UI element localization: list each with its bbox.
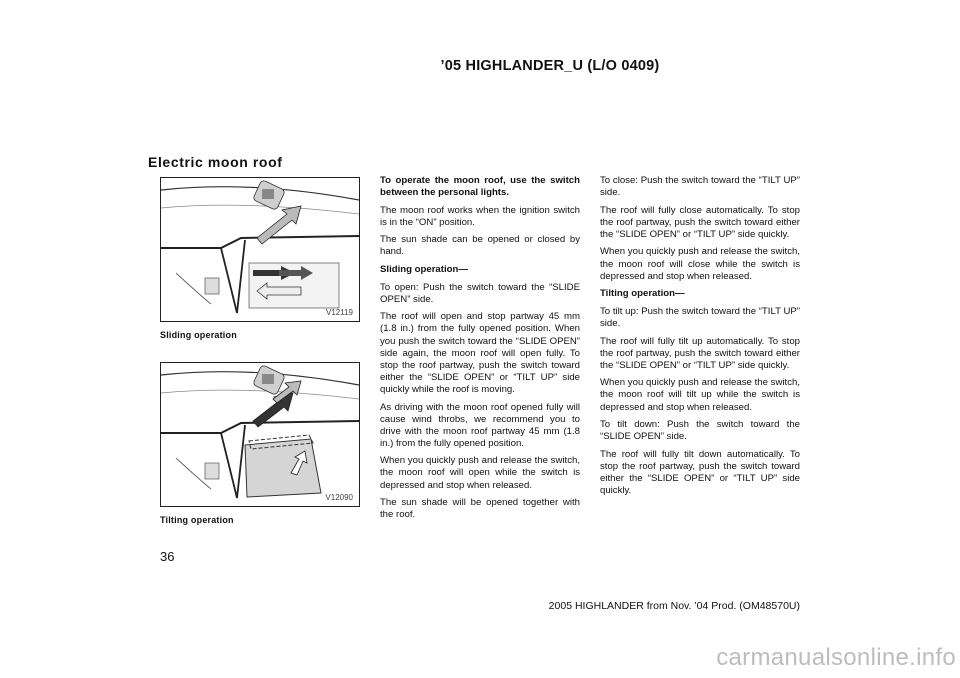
- sliding-caption: Sliding operation: [160, 330, 237, 340]
- paragraph: When you quickly push and release the switch, the moon roof will open while the switch is depressed and stop when released.: [380, 455, 580, 491]
- paragraph: To open: Push the switch toward the “SLIDE OPEN” side.: [380, 281, 580, 305]
- paragraph: The roof will fully close automatically. To stop the roof partway, push the switch toward either the “SLIDE OPEN” or “TILT UP” side quickly.: [600, 204, 800, 240]
- tilting-illustration: [161, 363, 359, 506]
- paragraph: To tilt up: Push the switch toward the “TILT UP” side.: [600, 305, 800, 329]
- paragraph: To close: Push the switch toward the “TILT UP” side.: [600, 175, 800, 199]
- intro-paragraph: To operate the moon roof, use the switch between the personal lights.: [380, 175, 580, 199]
- page-number: 36: [160, 549, 175, 564]
- paragraph: The roof will fully tilt up automatically. To stop the roof partway, push the switch toward either the “SLIDE OPEN” or “TILT UP” side quickly.: [600, 335, 800, 371]
- text-column-right: [600, 175, 800, 503]
- text-column-left: [380, 175, 580, 527]
- sliding-illustration: [161, 178, 359, 321]
- paragraph: The roof will fully tilt down automatically. To stop the roof partway, push the switch toward either the “SLIDE OPEN” or “TILT UP” side quickly.: [600, 448, 800, 497]
- tilting-operation-figure: [160, 362, 360, 507]
- document-footer: 2005 HIGHLANDER from Nov. ’04 Prod. (OM48570U): [548, 600, 800, 612]
- paragraph: As driving with the moon roof opened fully will cause wind throbs, we recommend you to drive with the moon roof partway 45 mm (1.8 in.) from the fully opened position.: [380, 401, 580, 449]
- paragraph: When you quickly push and release the switch, the moon roof will tilt up while the switch is depressed and stop when released.: [600, 377, 800, 413]
- figure-code: V12119: [326, 308, 353, 317]
- paragraph: The sun shade will be opened together with the roof.: [380, 497, 580, 521]
- figure-code: V12090: [325, 493, 353, 502]
- paragraph: The sun shade can be opened or closed by hand.: [380, 234, 580, 258]
- subheading-sliding: Sliding operation—: [380, 264, 468, 276]
- paragraph: The roof will open and stop partway 45 mm (1.8 in.) from the fully opened position. When you push the switch toward the “SLIDE OPEN” side again, the moon roof will open fully. To stop the roof partway, push the switch toward either the “SLIDE OPEN” or “TILT UP” side quickly while the roof is moving.: [380, 311, 580, 395]
- paragraph: When you quickly push and release the switch, the moon roof will close while the switch is depressed and stop when released.: [600, 246, 800, 282]
- document-header: ’05 HIGHLANDER_U (L/O 0409): [440, 58, 660, 74]
- subheading-tilting: Tilting operation—: [600, 288, 685, 300]
- paragraph: To tilt down: Push the switch toward the “SLIDE OPEN” side.: [600, 419, 800, 443]
- sliding-operation-figure: [160, 177, 360, 322]
- section-title: Electric moon roof: [148, 154, 283, 170]
- paragraph: The moon roof works when the ignition switch is in the “ON” position.: [380, 204, 580, 228]
- watermark: carmanualsonline.info: [716, 644, 956, 671]
- tilting-caption: Tilting operation: [160, 515, 234, 525]
